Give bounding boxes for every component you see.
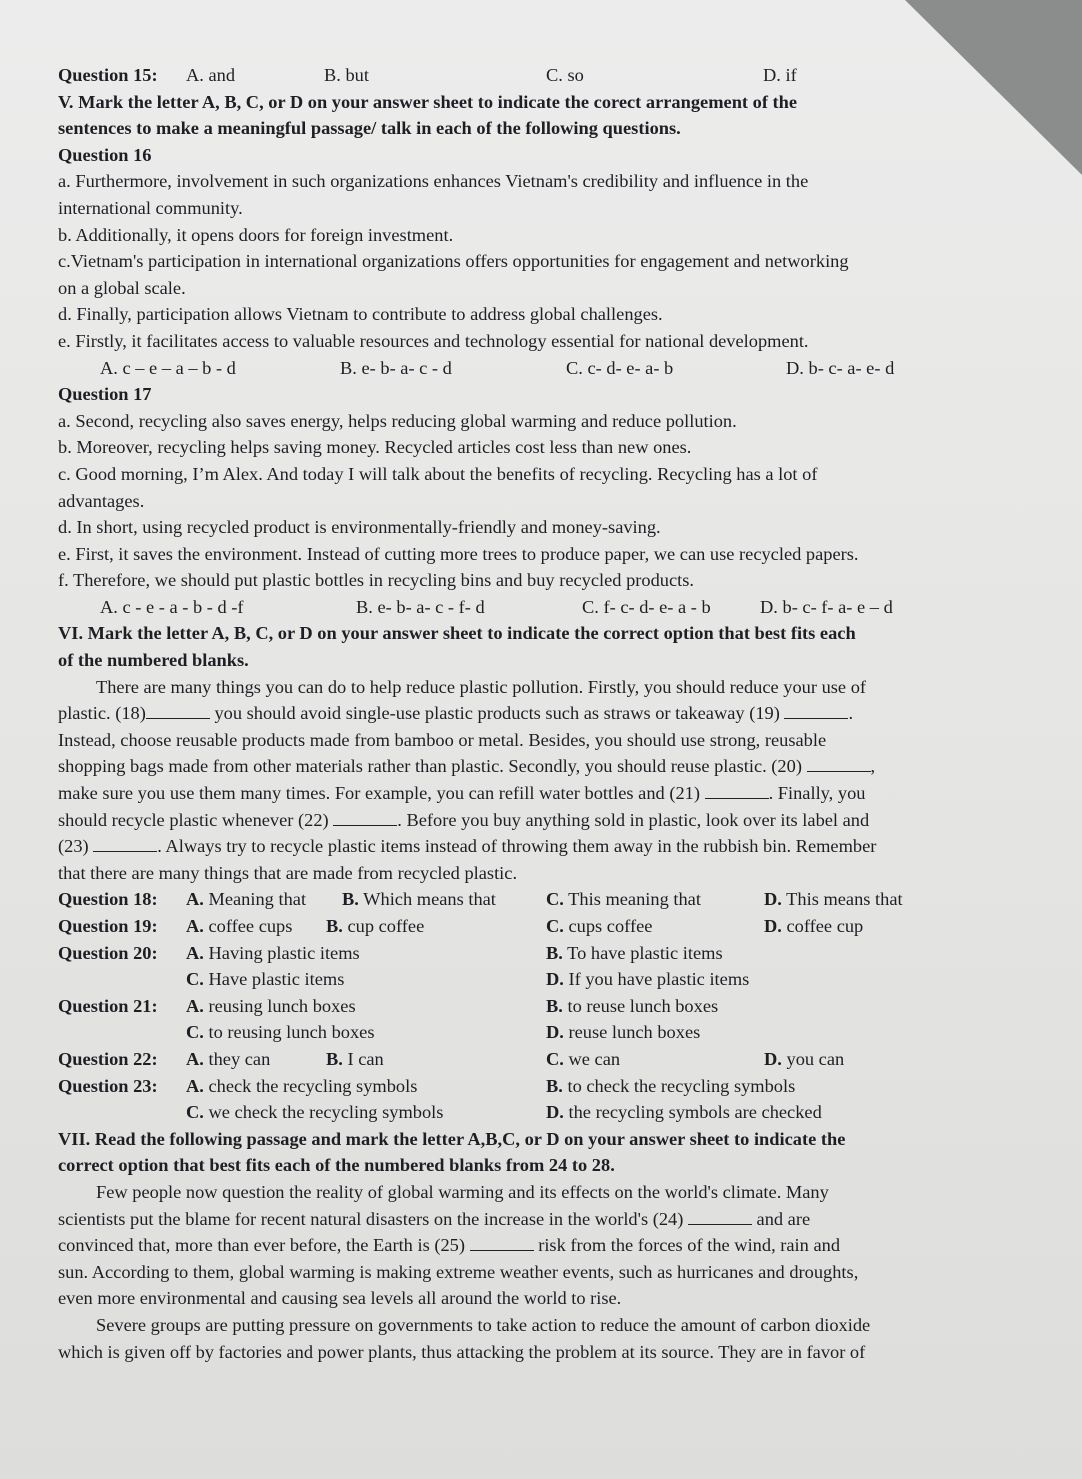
q17-sentence-c-cont: advantages. [58,490,145,511]
q16-option-b[interactable]: B. e- b- a- c - d [340,357,452,378]
question-18 [58,886,976,913]
question-19-label: Question 19: [58,916,158,936]
q17-option-a[interactable]: A. c - e - a - b - d -f [100,596,244,617]
passage-7-line1: Few people now question the reality of global warming and its effects on the world's climate. Many [96,1181,829,1202]
q21-option-c[interactable]: C. to reusing lunch boxes [186,1022,375,1043]
section-5-heading-line2: sentences to make a meaningful passage/ talk in each of the following questions. [58,118,681,139]
q15-option-c[interactable]: C. so [546,65,584,85]
q22-option-a[interactable]: A. they can [186,1048,271,1069]
q22-option-d[interactable]: D. you can [764,1048,845,1069]
q17-sentence-e: e. First, it saves the environment. Instead of cutting more trees to produce paper, we can use recycled papers. [58,543,859,564]
question-23-row2 [58,1099,976,1126]
q16-sentence-e: e. Firstly, it facilitates access to valuable resources and technology essential for national development. [58,330,809,351]
question-23-label: Question 23: [58,1075,158,1096]
q15-option-d[interactable]: D. if [763,65,797,85]
q18-option-b[interactable]: B. Which means that [342,889,496,910]
q22-option-b[interactable]: B. I can [326,1048,384,1069]
passage-7-line3: convinced that, more than ever before, the Earth is (25) risk from the forces of the wind, rain and [58,1235,841,1256]
q21-option-b[interactable]: B. to reuse lunch boxes [546,995,719,1016]
question-15-label: Question 15: [58,65,158,85]
passage-7-line4: sun. According to them, global warming is making extreme weather events, such as hurricanes and droughts, [58,1261,859,1282]
passage-6-line4: shopping bags made from other materials rather than plastic. Secondly, you should reuse plastic. (20) , [58,756,876,777]
q15-option-a[interactable]: A. and [186,65,236,85]
blank-25[interactable] [470,1233,534,1251]
q20-option-d[interactable]: D. If you have plastic items [546,969,750,990]
passage-6-line6: should recycle plastic whenever (22) . Before you buy anything sold in plastic, look over its label and [58,809,870,830]
q18-option-a[interactable]: A. Meaning that [186,889,307,910]
blank-24[interactable] [688,1207,752,1225]
question-18-label: Question 18: [58,889,158,910]
question-15 [58,62,976,89]
q23-option-a[interactable]: A. check the recycling symbols [186,1075,418,1096]
passage-6-line7: (23) . Always try to recycle plastic items instead of throwing them away in the rubbish bin. Remember [58,836,877,857]
q16-sentence-d: d. Finally, participation allows Vietnam to contribute to address global challenges. [58,304,663,325]
q17-sentence-b: b. Moreover, recycling helps saving money. Recycled articles cost less than new ones. [58,437,692,458]
passage-7-line6: Severe groups are putting pressure on governments to take action to reduce the amount of carbon dioxide [96,1314,871,1335]
exam-content [58,62,976,1365]
q20-option-c[interactable]: C. Have plastic items [186,969,345,990]
question-21-label: Question 21: [58,995,158,1016]
q17-option-b[interactable]: B. e- b- a- c - f- d [356,596,485,617]
q18-option-d[interactable]: D. This means that [764,889,903,910]
section-5-heading-line1: V. Mark the letter A, B, C, or D on your answer sheet to indicate the corect arrangement of the [58,91,798,112]
q16-sentence-a: a. Furthermore, involvement in such organizations enhances Vietnam's credibility and influence in the [58,171,809,192]
section-7-heading-line1: VII. Read the following passage and mark the letter A,B,C, or D on your answer sheet to indicate the [58,1128,846,1149]
q23-option-d[interactable]: D. the recycling symbols are checked [546,1102,822,1123]
q21-option-d[interactable]: D. reuse lunch boxes [546,1022,701,1043]
q23-option-c[interactable]: C. we check the recycling symbols [186,1102,444,1123]
blank-21[interactable] [705,781,769,799]
passage-7-line2: scientists put the blame for recent natural disasters on the increase in the world's (24) and are [58,1208,811,1229]
q20-option-a[interactable]: A. Having plastic items [186,942,360,963]
q21-option-a[interactable]: A. reusing lunch boxes [186,995,356,1016]
passage-6-line5: make sure you use them many times. For example, you can refill water bottles and (21) . Finally, you [58,783,866,804]
passage-7-line7: which is given off by factories and power plants, thus attacking the problem at its source. They are in favor of [58,1341,866,1362]
q16-sentence-c-cont: on a global scale. [58,277,186,298]
q23-option-b[interactable]: B. to check the recycling symbols [546,1075,796,1096]
q19-option-a[interactable]: A. coffee cups [186,916,293,936]
q16-options [58,355,976,382]
q16-option-c[interactable]: C. c- d- e- a- b [566,357,674,378]
q15-option-b[interactable]: B. but [324,65,369,85]
q17-options [58,594,976,621]
question-17-label: Question 17 [58,384,152,405]
passage-7-line5: even more environmental and causing sea levels all around the world to rise. [58,1288,622,1309]
q22-option-c[interactable]: C. we can [546,1048,621,1069]
q19-option-c[interactable]: C. cups coffee [546,916,653,936]
q16-sentence-b: b. Additionally, it opens doors for foreign investment. [58,224,454,245]
q17-option-c[interactable]: C. f- c- d- e- a - b [582,596,711,617]
q16-option-a[interactable]: A. c – e – a – b - d [100,357,236,378]
blank-19[interactable] [784,701,848,719]
passage-6-line3: Instead, choose reusable products made from bamboo or metal. Besides, you should use strong, reusable [58,729,827,750]
q17-option-d[interactable]: D. b- c- f- a- e – d [760,596,893,617]
q20-option-b[interactable]: B. To have plastic items [546,942,723,963]
section-7-heading-line2: correct option that best fits each of the numbered blanks from 24 to 28. [58,1155,615,1176]
question-16-label: Question 16 [58,144,152,165]
blank-18[interactable] [146,701,210,719]
q17-sentence-f: f. Therefore, we should put plastic bottles in recycling bins and buy recycled products. [58,570,695,591]
question-20-row2 [58,966,976,993]
section-6-heading-line2: of the numbered blanks. [58,650,249,671]
question-21-row1 [58,993,976,1020]
q16-sentence-c: c.Vietnam's participation in international organizations offers opportunities for engagement and networking [58,251,849,272]
blank-20[interactable] [807,754,871,772]
question-19 [58,913,976,940]
question-23-row1 [58,1073,976,1100]
question-22 [58,1046,976,1073]
question-22-label: Question 22: [58,1048,158,1069]
section-6-heading-line1: VI. Mark the letter A, B, C, or D on your answer sheet to indicate the correct option that best fits each [58,623,856,644]
question-21-row2 [58,1019,976,1046]
blank-23[interactable] [93,834,157,852]
question-20-row1 [58,940,976,967]
q18-option-c[interactable]: C. This meaning that [546,889,701,910]
q19-option-d[interactable]: D. coffee cup [764,916,864,936]
question-20-label: Question 20: [58,942,158,963]
passage-6-line2: plastic. (18) you should avoid single-use plastic products such as straws or takeaway (19) . [58,703,854,724]
passage-6-line8: that there are many things that are made from recycled plastic. [58,862,518,883]
q17-sentence-a: a. Second, recycling also saves energy, helps reducing global warming and reduce pollution. [58,410,737,431]
q17-sentence-c: c. Good morning, I’m Alex. And today I will talk about the benefits of recycling. Recycling has a lot of [58,463,818,484]
q19-option-b[interactable]: B. cup coffee [326,916,425,936]
q16-sentence-a-cont: international community. [58,197,243,218]
blank-22[interactable] [333,808,397,826]
passage-6-line1: There are many things you can do to help reduce plastic pollution. Firstly, you should reduce your use of [96,676,867,697]
q16-option-d[interactable]: D. b- c- a- e- d [786,357,895,378]
q17-sentence-d: d. In short, using recycled product is environmentally-friendly and money-saving. [58,517,661,538]
